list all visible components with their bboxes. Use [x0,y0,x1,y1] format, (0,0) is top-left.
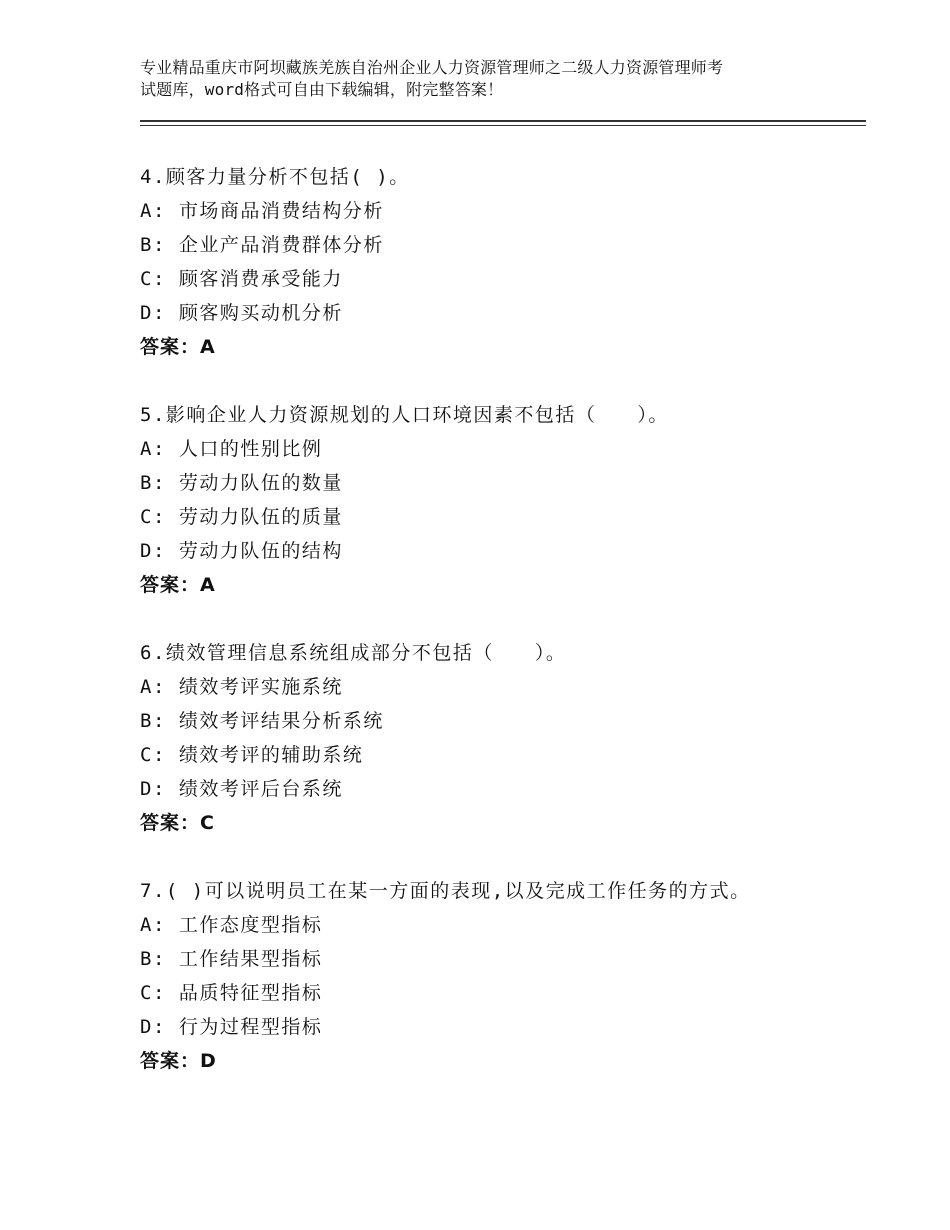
option-d: D: 顾客购买动机分析 [140,302,343,324]
option-d: D: 绩效考评后台系统 [140,778,343,800]
question-stem: 7.( )可以说明员工在某一方面的表现,以及完成工作任务的方式。 [140,880,751,902]
option-b: B: 工作结果型指标 [140,948,323,970]
answer-label: 答案：D [140,1050,217,1072]
answer-label: 答案：A [140,574,216,596]
option-c: C: 绩效考评的辅助系统 [140,744,364,766]
option-c: C: 顾客消费承受能力 [140,268,343,290]
question-list [140,160,860,1112]
option-b: B: 绩效考评结果分析系统 [140,710,384,732]
question-stem: 6.绩效管理信息系统组成部分不包括（ ）。 [140,642,567,664]
document-header [140,57,840,101]
option-b: B: 劳动力队伍的数量 [140,472,343,494]
question-7 [140,874,860,1078]
question-6 [140,636,860,840]
option-a: A: 绩效考评实施系统 [140,676,343,698]
option-d: D: 劳动力队伍的结构 [140,540,343,562]
question-5 [140,398,860,602]
question-4 [140,160,860,364]
header-divider-thick [140,120,866,122]
option-d: D: 行为过程型指标 [140,1016,323,1038]
header-title-line-1: 专业精品重庆市阿坝藏族羌族自治州企业人力资源管理师之二级人力资源管理师考 [140,58,724,77]
answer-label: 答案：A [140,336,216,358]
question-stem: 5.影响企业人力资源规划的人口环境因素不包括（ ）。 [140,404,669,426]
option-a: A: 工作态度型指标 [140,914,323,936]
option-c: C: 劳动力队伍的质量 [140,506,343,528]
option-a: A: 人口的性别比例 [140,438,323,460]
header-title-line-2: 试题库，word格式可自由下载编辑，附完整答案！ [140,80,504,99]
header-divider-thin [140,125,866,126]
answer-label: 答案：C [140,812,215,834]
option-b: B: 企业产品消费群体分析 [140,234,384,256]
question-stem: 4.顾客力量分析不包括( )。 [140,166,410,188]
option-a: A: 市场商品消费结构分析 [140,200,384,222]
option-c: C: 品质特征型指标 [140,982,323,1004]
